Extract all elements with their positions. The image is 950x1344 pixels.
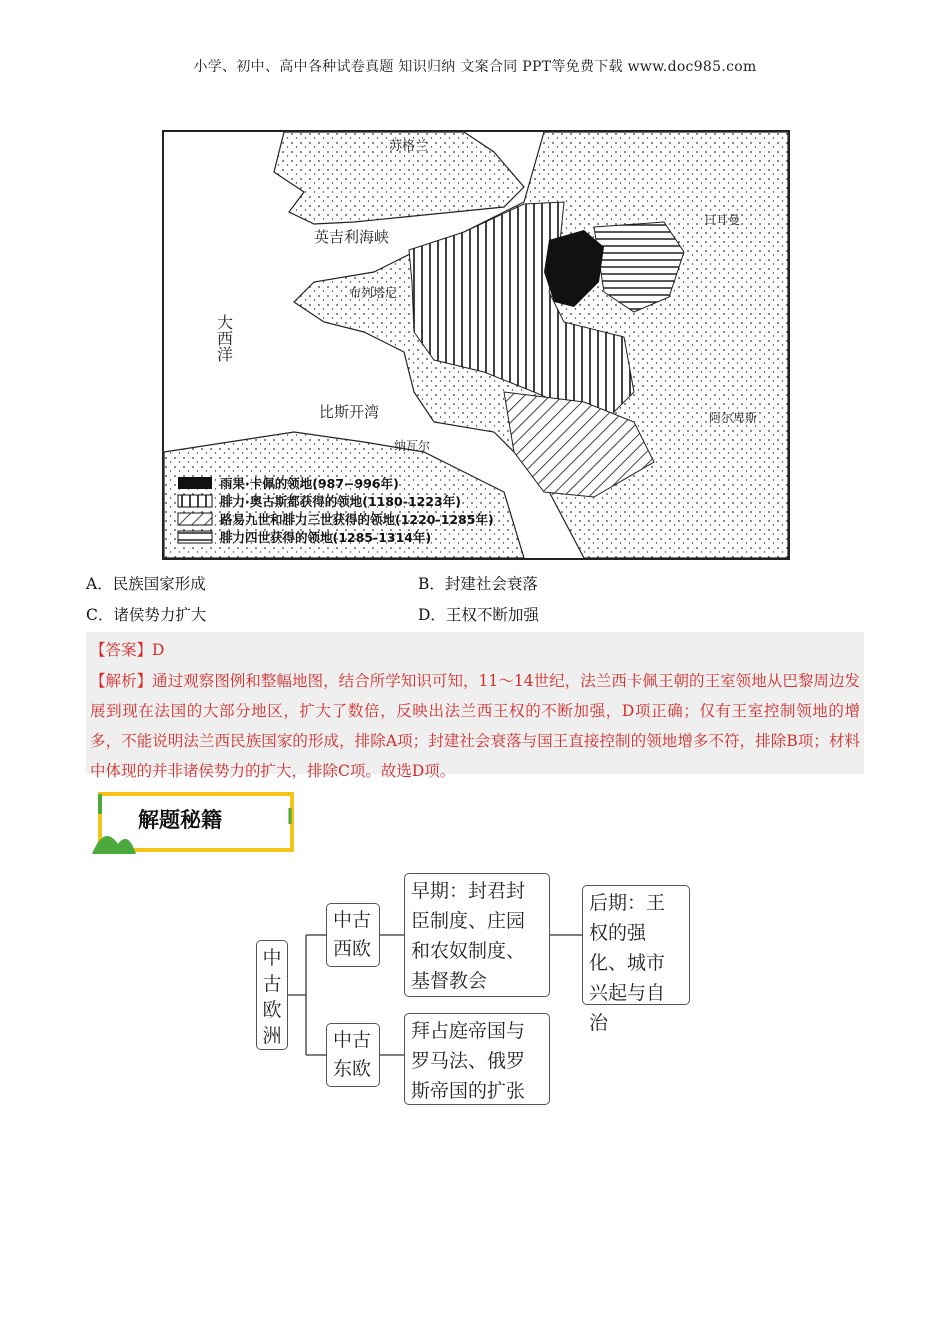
mindmap-east: 中古东欧 <box>326 1023 380 1087</box>
option-b[interactable]: B．封建社会衰落 <box>418 575 538 593</box>
legend-text-capet: 雨果·卡佩的领地(987−996年) <box>220 476 399 491</box>
map-label-brittany: 布列塔尼 <box>349 286 398 300</box>
option-a[interactable]: A．民族国家形成 <box>86 575 206 593</box>
map-label-channel: 英吉利海峡 <box>314 228 390 246</box>
mindmap-root: 中古欧洲 <box>256 940 288 1050</box>
map-figure <box>164 132 788 558</box>
mindmap-east-detail: 拜占庭帝国与罗马法、俄罗斯帝国的扩张 <box>404 1013 550 1105</box>
page-header: 小学、初中、高中各种试卷真题 知识归纳 文案合同 PPT等免费下载 www.doc985.com <box>193 59 757 75</box>
mindmap-west: 中古西欧 <box>326 903 380 967</box>
france-territory-map <box>162 130 790 560</box>
legend-swatch-capet <box>178 477 212 489</box>
tips-badge <box>92 790 302 860</box>
legend-text-louis: 路易九世和腓力三世获得的领地(1220-1285年) <box>220 512 494 527</box>
answer-box <box>86 632 864 780</box>
option-d[interactable]: D．王权不断加强 <box>418 606 539 624</box>
option-c[interactable]: C．诸侯势力扩大 <box>86 606 207 624</box>
mindmap-west-late: 后期：王权的强化、城市兴起与自治 <box>582 885 690 1005</box>
map-label-north: 苏格兰 <box>389 139 429 154</box>
analysis-text <box>90 666 860 786</box>
analysis-label: 【解析】 <box>90 672 153 690</box>
answer-label: 【答案】D <box>90 641 165 659</box>
legend-swatch-philip4 <box>178 531 212 543</box>
mindmap-west-early: 早期：封君封臣制度、庄园和农奴制度、基督教会 <box>404 873 550 997</box>
map-label-east-mid: 阿尔卑斯 <box>709 411 758 425</box>
map-label-bay: 比斯开湾 <box>319 403 380 421</box>
legend-text-augustus: 腓力·奥古斯都获得的领地(1180-1223年) <box>220 494 461 509</box>
map-label-south: 纳瓦尔 <box>394 439 431 453</box>
tips-title: 解题秘籍 <box>138 808 222 832</box>
map-label-ocean: 大西洋 <box>214 314 234 362</box>
legend-text-philip4: 腓力四世获得的领地(1285-1314年) <box>220 530 432 545</box>
legend-swatch-augustus <box>178 495 212 507</box>
analysis-body: 通过观察图例和整幅地图，结合所学知识可知，11～14世纪，法兰西卡佩王朝的王室领地从巴黎周边发展到现在法国的大部分地区，扩大了数倍，反映出法兰西王权的不断加强，D项正确；仅有王室控制领地的增多，不能说明法兰西民族国家的形成，排除A项；封建社会衰落与国王直接控制的领地增多不符，排除B项；材料中体现的并非诸侯势力的扩大，排除C项。故选D项。 <box>90 672 860 780</box>
legend-swatch-louis <box>178 513 212 525</box>
map-label-east-top: 日耳曼 <box>704 213 741 227</box>
